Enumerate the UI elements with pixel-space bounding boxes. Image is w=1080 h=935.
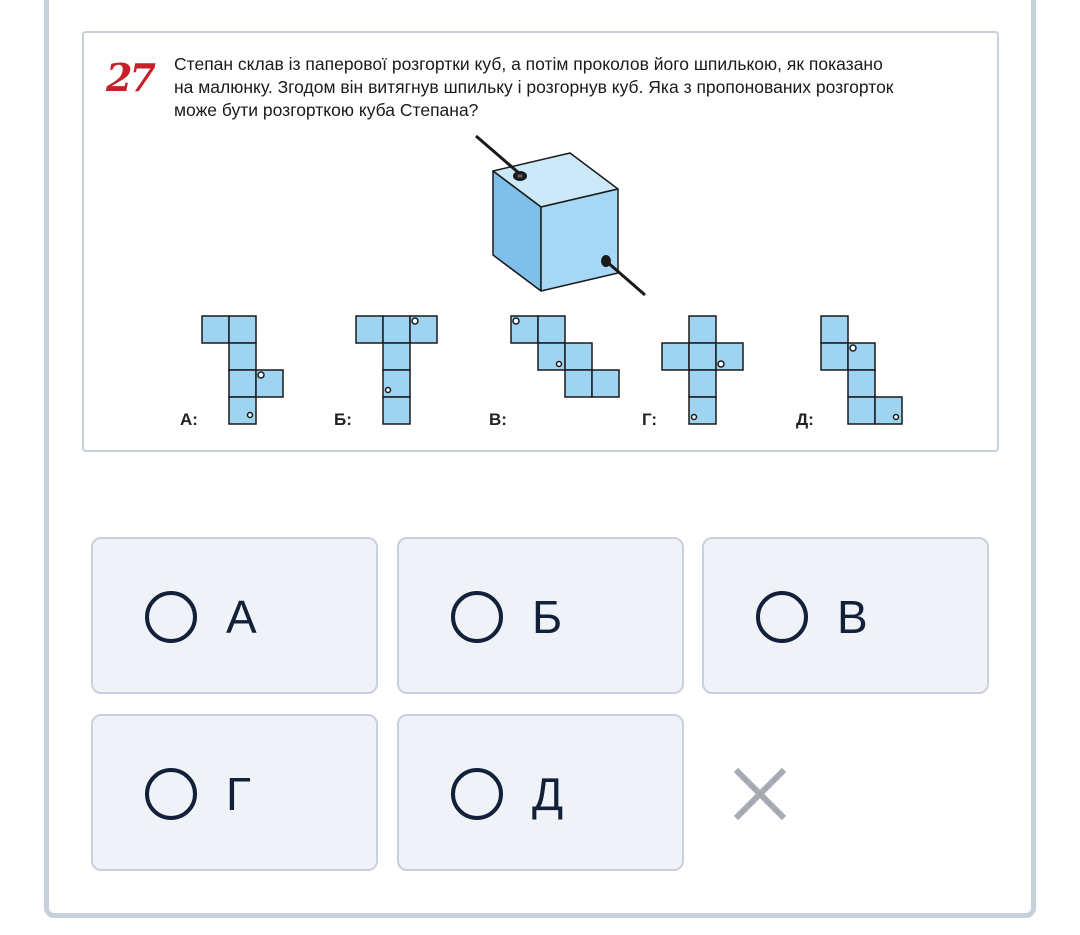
net-a [202, 316, 283, 424]
net-b [356, 316, 437, 424]
net-a-label: А: [180, 410, 198, 429]
question-image [82, 31, 999, 452]
pierced-cube [493, 153, 618, 291]
option-label: А [226, 591, 257, 643]
net-c-label: В: [489, 410, 507, 429]
radio-icon[interactable] [756, 591, 808, 643]
net-d [662, 316, 743, 424]
net-b-label: Б: [334, 410, 352, 429]
option-d[interactable] [91, 714, 378, 871]
radio-icon[interactable] [451, 768, 503, 820]
net-d-label: Г: [642, 410, 658, 429]
option-label: Д [532, 768, 564, 820]
option-a[interactable] [91, 537, 378, 694]
close-icon[interactable] [728, 762, 792, 826]
radio-icon[interactable] [145, 768, 197, 820]
question-text-line: Степан склав із паперової розгортки куб, а потім проколов його шпилькою, як показано [174, 54, 883, 74]
option-label: В [837, 591, 868, 643]
option-c[interactable] [702, 537, 989, 694]
question-text-line: на малюнку. Згодом він витягнув шпильку і розгорнув куб. Яка з пропонованих розгорток [174, 77, 894, 97]
question-text-line: може бути розгорткою куба Степана? [174, 100, 479, 120]
option-e[interactable] [397, 714, 684, 871]
net-e-label: Д: [796, 410, 814, 429]
option-label: Б [532, 591, 563, 643]
option-b[interactable] [397, 537, 684, 694]
question-number: 27 [106, 55, 153, 100]
net-c [511, 316, 619, 397]
radio-icon[interactable] [451, 591, 503, 643]
question-figure [84, 33, 999, 452]
radio-icon[interactable] [145, 591, 197, 643]
net-e [821, 316, 902, 424]
option-label: Г [226, 768, 251, 820]
